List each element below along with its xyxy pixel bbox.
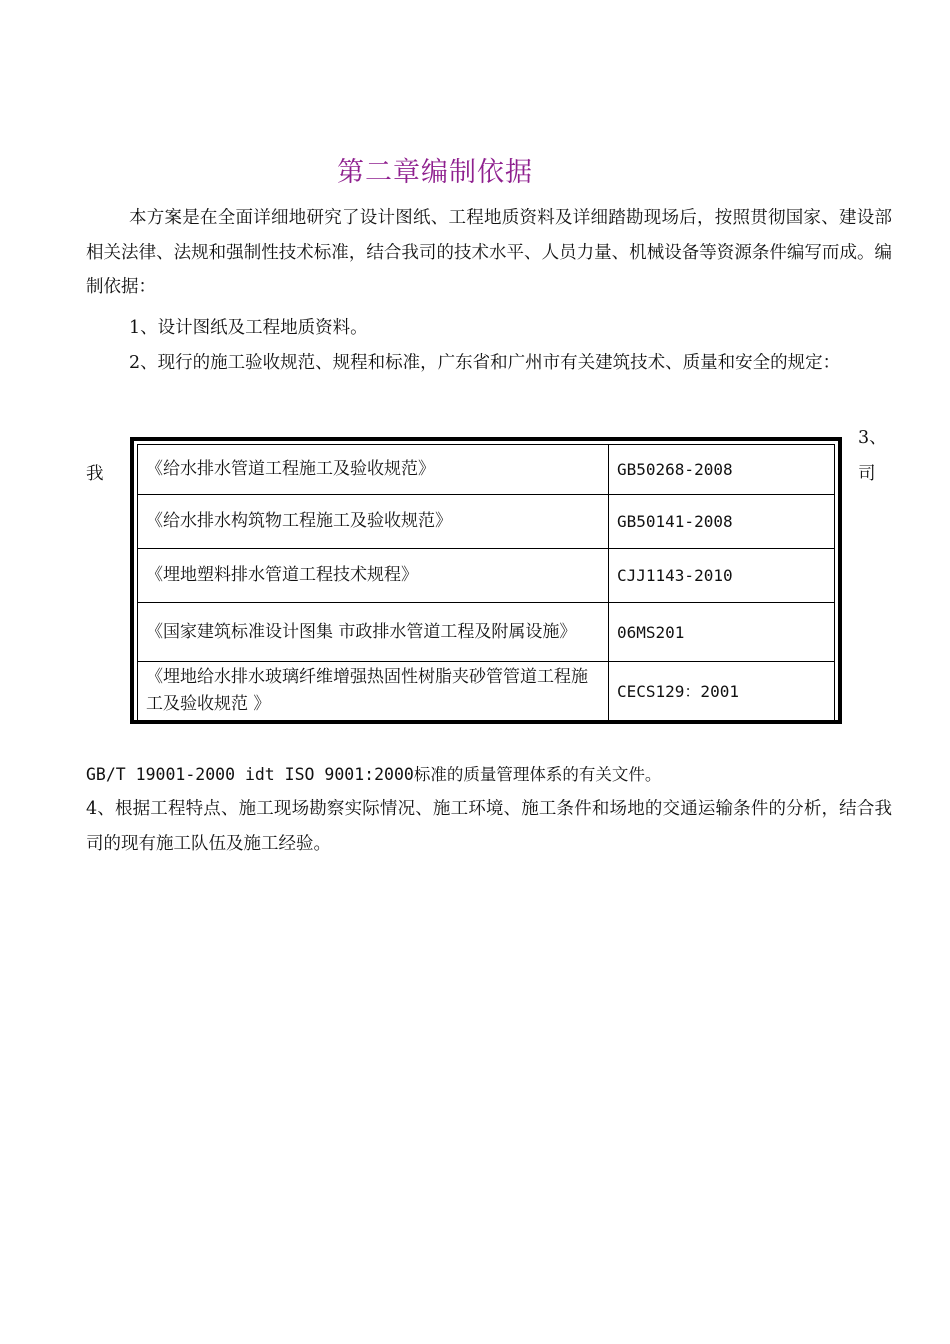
intro-paragraph: 本方案是在全面详细地研究了设计图纸、工程地质资料及详细踏勘现场后，按照贯彻国家、建设部相关法律、法规和强制性技术标准，结合我司的技术水平、人员力量、机械设备等资源条件编写而成。编制依据： [86,208,892,297]
table-row [138,662,835,721]
gbt-standard-line: GB/T 19001-2000 idt ISO 9001:2000标准的质量管理体系的有关文件。 [86,765,662,784]
table-row [138,495,835,549]
standard-code: GB50141-2008 [609,495,835,549]
standard-code: CECS129：2001 [609,662,835,721]
standard-code: GB50268-2008 [609,445,835,495]
standards-table-frame [130,437,842,724]
basis-item-2: 2、现行的施工验收规范、规程和标准，广东省和广州市有关建筑技术、质量和安全的规定： [129,353,841,373]
standard-name: 《埋地给水排水玻璃纤维增强热固性树脂夹砂管管道工程施工及验收规范 》 [138,662,609,721]
basis-item-3-text-left: 我 [86,464,104,484]
standard-code: CJJ1143-2010 [609,549,835,603]
table-row [138,603,835,662]
standard-name: 《国家建筑标准设计图集 市政排水管道工程及附属设施》 [138,603,609,662]
table-row [138,445,835,495]
basis-item-1: 1、设计图纸及工程地质资料。 [129,318,368,338]
standards-table [137,444,835,721]
standard-name: 《给水排水构筑物工程施工及验收规范》 [138,495,609,549]
page-title: 第二章编制依据 [337,157,533,188]
standard-name: 《埋地塑料排水管道工程技术规程》 [138,549,609,603]
basis-item-4: 4、根据工程特点、施工现场勘察实际情况、施工环境、施工条件和场地的交通运输条件的分析，结合我司的现有施工队伍及施工经验。 [86,799,892,854]
basis-item-3-text-right: 司 [858,464,876,484]
table-row [138,549,835,603]
basis-item-3-number: 3、 [858,428,887,448]
standard-name: 《给水排水管道工程施工及验收规范》 [138,445,609,495]
standard-code: 06MS201 [609,603,835,662]
